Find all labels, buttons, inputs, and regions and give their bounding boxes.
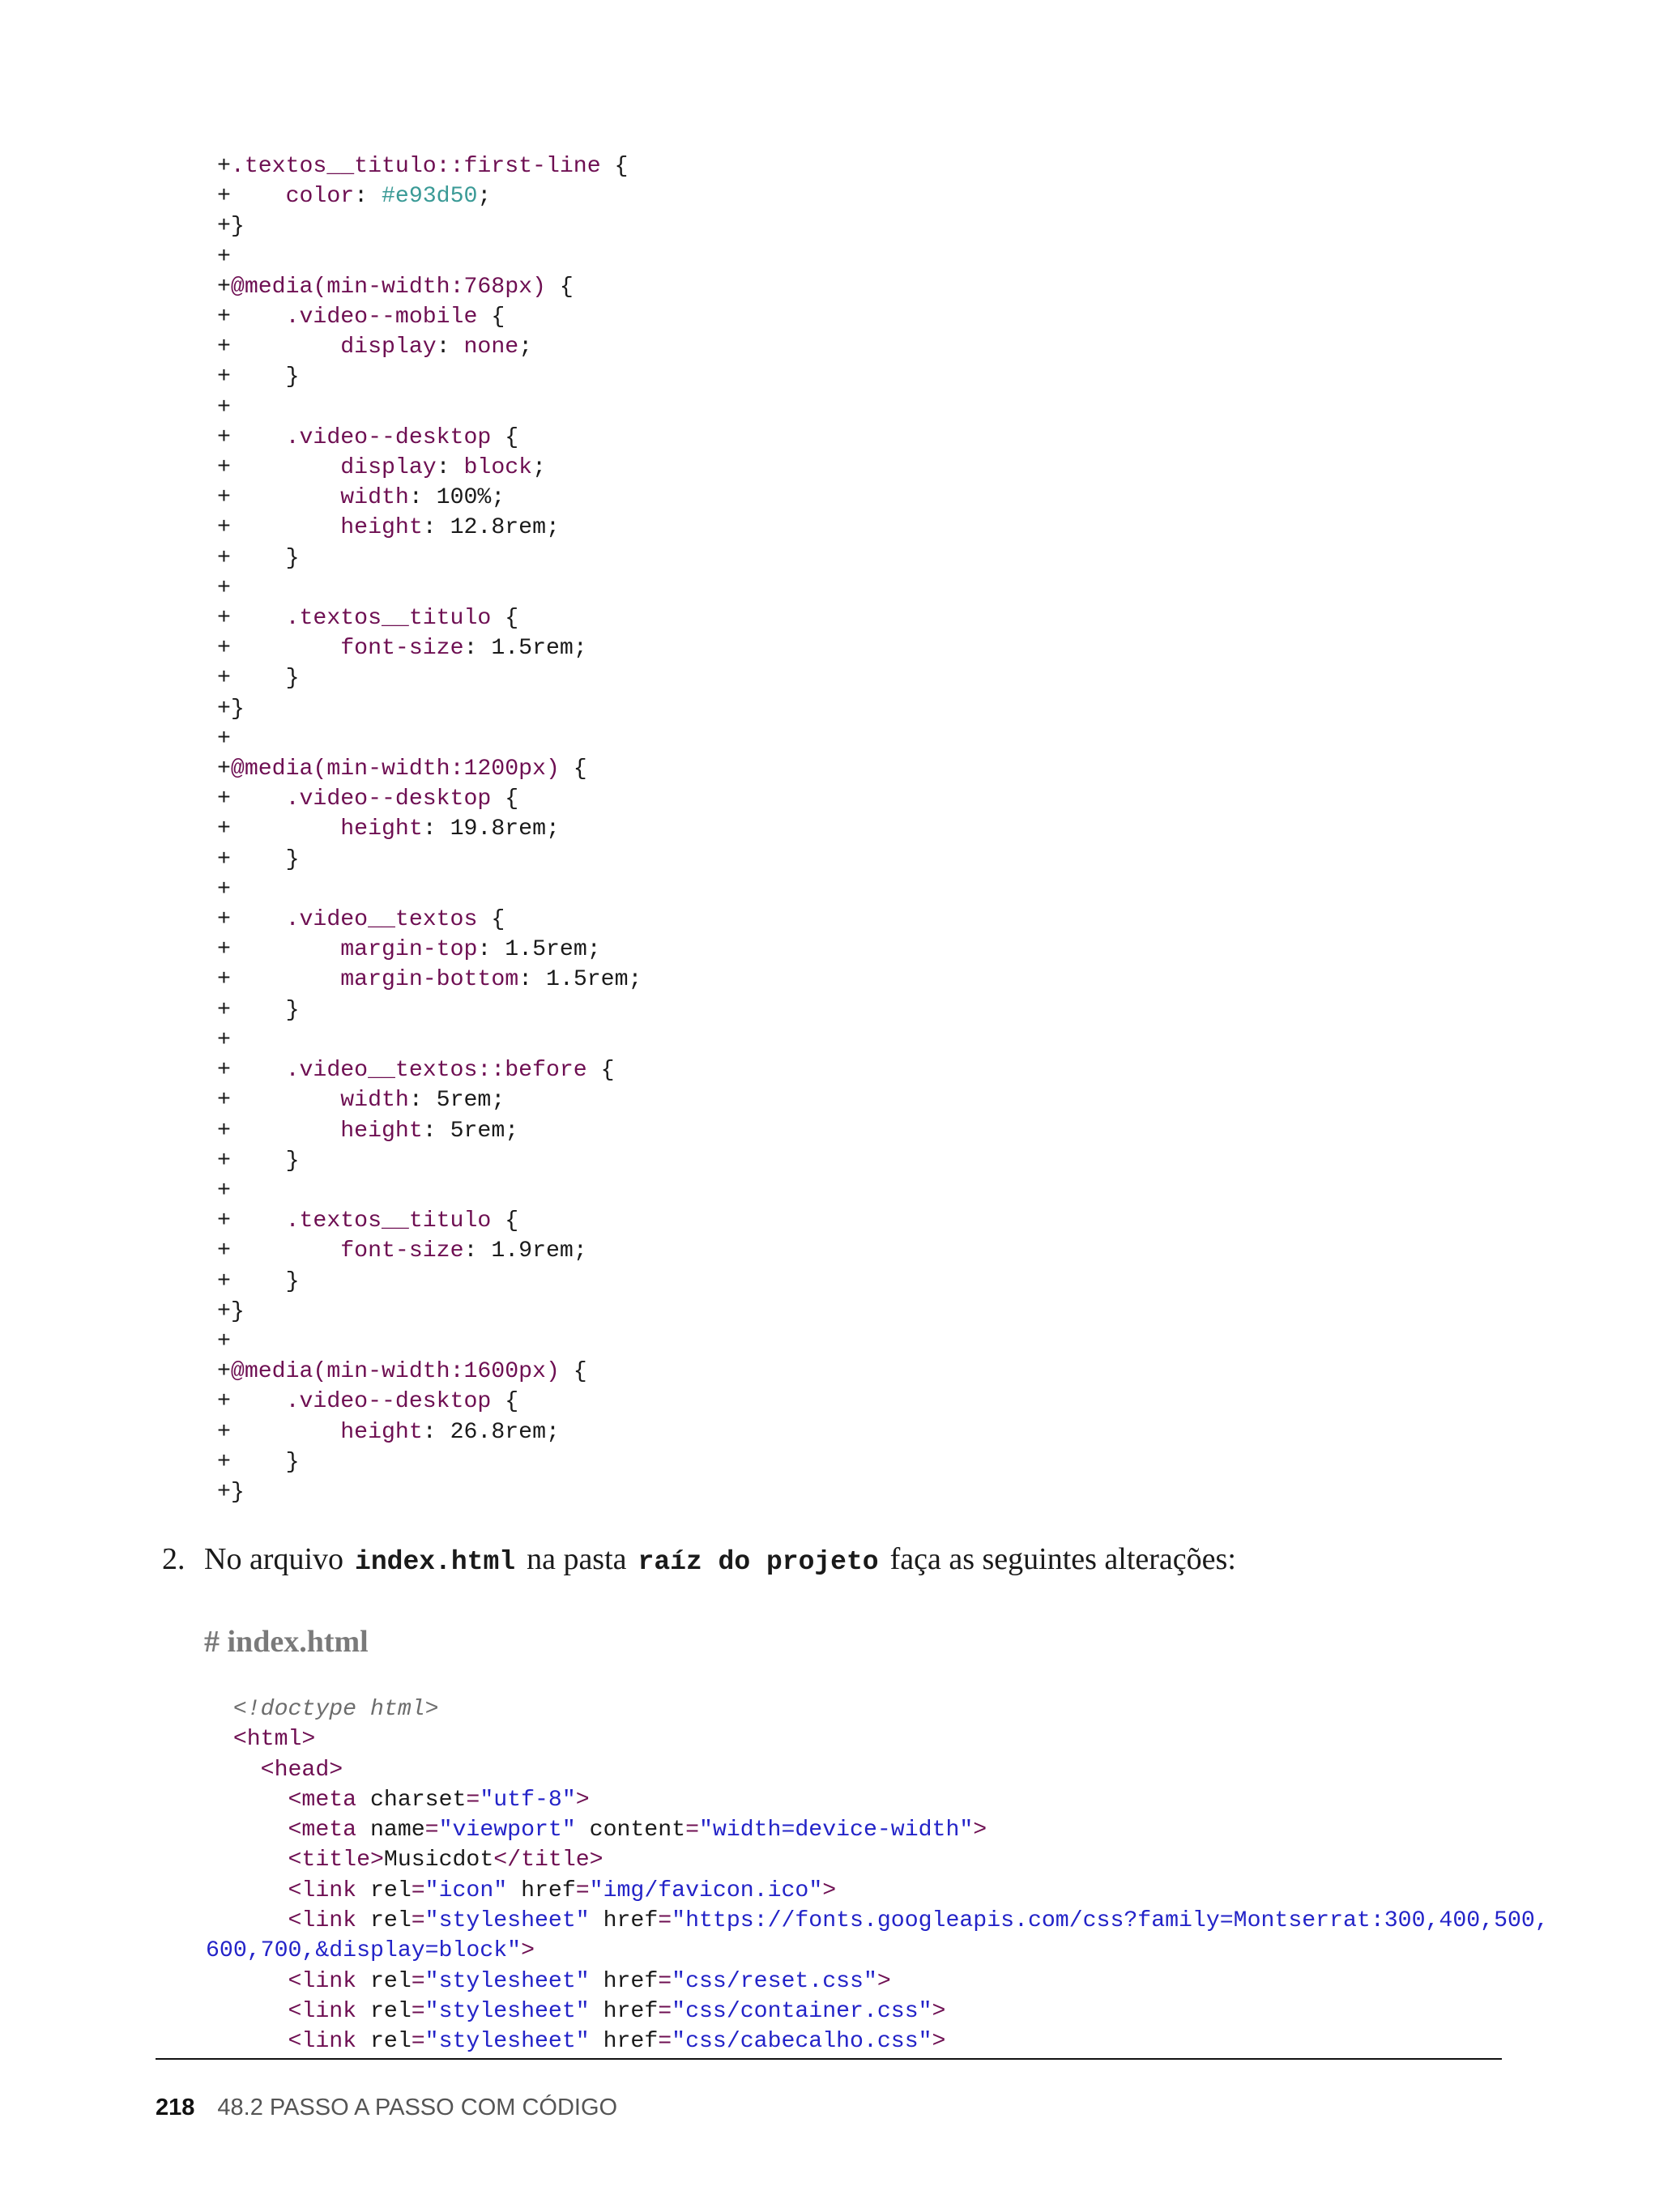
code-token: .video--desktop <box>285 424 492 450</box>
code-line <box>206 1938 535 1963</box>
code-token: + <box>217 424 286 450</box>
code-line <box>217 1178 231 1204</box>
code-token: "css/container.css" <box>672 1998 932 2024</box>
code-token: +} <box>217 1479 245 1505</box>
step-text-after: faça as seguintes alterações: <box>889 1542 1236 1576</box>
code-token: + <box>217 816 341 842</box>
code-token: > <box>876 1968 891 1994</box>
code-line <box>217 425 518 450</box>
code-line <box>206 1758 343 1783</box>
code-token: > <box>932 2029 946 2055</box>
code-token: = <box>658 2029 672 2055</box>
html-code-block <box>206 1694 1549 2057</box>
code-token: rel <box>356 1998 412 2024</box>
code-token: +} <box>217 214 245 240</box>
code-token: <meta <box>288 1787 357 1813</box>
code-line <box>217 877 231 902</box>
code-line <box>217 1208 518 1234</box>
code-token: height <box>340 515 423 541</box>
step-text-middle: na pasta <box>527 1542 627 1576</box>
code-line <box>217 757 587 782</box>
code-token: <link <box>288 1998 357 2024</box>
code-token <box>206 1818 288 1843</box>
code-token: href <box>589 1998 659 2024</box>
code-token: : 100%; <box>408 485 505 511</box>
code-token: : <box>354 184 382 210</box>
step-number: 2. <box>162 1542 186 1576</box>
code-token: "stylesheet" <box>424 1908 590 1934</box>
code-token: .video__textos::before <box>285 1058 587 1084</box>
code-token: { <box>491 606 519 632</box>
code-token <box>206 1908 288 1933</box>
footer-divider <box>156 2058 1502 2060</box>
code-line <box>217 606 518 631</box>
code-token: + <box>217 1328 231 1354</box>
code-token: : 19.8rem; <box>422 816 560 842</box>
code-token: + <box>217 154 231 179</box>
code-token: + <box>217 1238 341 1264</box>
code-token: height <box>340 816 423 842</box>
code-token: <link <box>288 1908 357 1934</box>
code-token: <link <box>288 2029 357 2055</box>
code-token: "width=device-width" <box>698 1818 974 1843</box>
code-token: "stylesheet" <box>424 2029 590 2055</box>
code-line <box>217 395 231 420</box>
code-token: rel <box>356 1908 412 1934</box>
code-token: + <box>217 274 231 300</box>
code-token: +} <box>217 1298 245 1324</box>
code-token: + <box>217 244 231 270</box>
code-token: + <box>217 1058 286 1084</box>
code-line <box>217 967 642 992</box>
code-line <box>217 816 560 842</box>
code-token: + <box>217 1359 231 1385</box>
code-token: { <box>477 907 505 933</box>
code-token: + <box>217 305 286 330</box>
code-token: </title> <box>493 1848 603 1873</box>
code-token: + <box>217 636 341 662</box>
code-token: + } <box>217 666 300 692</box>
code-token: .video--desktop <box>285 786 492 812</box>
code-token: + } <box>217 1148 300 1174</box>
code-line <box>206 1878 836 1903</box>
code-token: > <box>973 1818 987 1843</box>
code-token: .textos__titulo <box>285 1208 492 1234</box>
code-token <box>206 1878 288 1903</box>
code-line <box>206 1969 891 1994</box>
code-token: @media(min-width:1200px) <box>230 757 560 782</box>
code-token <box>206 1697 233 1722</box>
code-line <box>217 515 560 540</box>
css-code-block <box>217 151 642 1507</box>
code-token: = <box>411 1908 425 1934</box>
code-token: > <box>932 1998 946 2024</box>
code-token: + } <box>217 1449 300 1475</box>
code-token: + <box>217 335 341 360</box>
code-token: : 1.5rem; <box>463 636 587 662</box>
code-token: ; <box>518 335 533 360</box>
code-token: { <box>559 757 587 782</box>
code-token: "stylesheet" <box>424 1968 590 1994</box>
code-token: color <box>285 184 355 210</box>
code-token: "utf-8" <box>480 1787 576 1813</box>
code-line <box>217 907 505 932</box>
code-line <box>217 364 300 390</box>
code-token: : 1.5rem; <box>518 967 642 993</box>
code-token: <head> <box>260 1757 343 1783</box>
code-token: <meta <box>288 1818 357 1843</box>
code-token: + <box>217 757 231 782</box>
code-token: rel <box>356 1968 412 1994</box>
code-token: href <box>589 1908 659 1934</box>
code-token: { <box>586 1058 615 1084</box>
code-token <box>206 1788 288 1813</box>
code-token: #e93d50 <box>382 184 478 210</box>
code-line <box>217 786 518 812</box>
code-token: + <box>217 967 341 993</box>
code-token: font-size <box>340 1238 464 1264</box>
code-line <box>217 214 245 239</box>
code-token: block <box>463 455 533 481</box>
code-token: margin-bottom <box>340 967 519 993</box>
code-token: > <box>575 1787 590 1813</box>
code-token: + <box>217 907 286 933</box>
code-token: + <box>217 575 231 601</box>
code-line <box>217 184 491 209</box>
code-token: = <box>658 1968 672 1994</box>
file-name: index.html <box>355 1547 516 1577</box>
code-token: content <box>575 1818 686 1843</box>
code-line <box>217 546 300 571</box>
code-token: { <box>491 786 519 812</box>
folder-name: raíz do projeto <box>638 1547 879 1577</box>
code-token: .video--mobile <box>285 305 478 330</box>
code-token: none <box>463 335 519 360</box>
code-token: charset <box>356 1787 467 1813</box>
code-token: = <box>424 1818 439 1843</box>
code-line <box>206 1788 590 1813</box>
code-token: + } <box>217 364 300 390</box>
code-line <box>206 1999 945 2024</box>
code-token: = <box>466 1787 480 1813</box>
code-token: + <box>217 1088 341 1114</box>
code-line <box>217 154 628 179</box>
code-token: .textos__titulo <box>285 606 492 632</box>
code-token: height <box>340 1118 423 1144</box>
code-token: { <box>559 1359 587 1385</box>
code-token: + <box>217 1027 231 1053</box>
code-line <box>206 1908 1549 1933</box>
code-token: "img/favicon.ico" <box>589 1877 823 1903</box>
code-token: <title> <box>288 1848 384 1873</box>
code-token <box>206 1848 288 1873</box>
code-token: ; <box>477 184 492 210</box>
code-token: display <box>340 455 437 481</box>
code-line <box>217 1450 300 1475</box>
code-line <box>217 1028 231 1053</box>
code-token: .video--desktop <box>285 1389 492 1415</box>
code-token: { <box>491 424 519 450</box>
code-line <box>217 1149 300 1174</box>
code-token: : 1.5rem; <box>477 937 601 963</box>
code-token <box>206 2029 288 2054</box>
code-line <box>217 275 574 300</box>
code-line <box>217 1269 300 1294</box>
code-line <box>217 697 245 722</box>
code-line <box>217 1058 615 1083</box>
code-token: + <box>217 1178 231 1204</box>
code-token: : 5rem; <box>408 1088 505 1114</box>
code-token: "viewport" <box>438 1818 576 1843</box>
code-token: { <box>477 305 505 330</box>
code-token: margin-top <box>340 937 478 963</box>
code-token: = <box>411 2029 425 2055</box>
code-token: rel <box>356 2029 412 2055</box>
code-token: + <box>217 184 286 210</box>
code-line <box>217 1420 560 1445</box>
page-footer <box>156 2093 617 2122</box>
code-token: { <box>491 1389 519 1415</box>
code-token: + <box>217 1419 341 1445</box>
file-heading: # index.html <box>204 1625 369 1659</box>
code-token: + <box>217 485 341 511</box>
code-token: + <box>217 726 231 752</box>
code-line <box>217 245 231 270</box>
code-line <box>217 847 300 872</box>
code-token: "https://fonts.googleapis.com/css?family=Montserrat:300,400,500, <box>672 1908 1549 1934</box>
code-token: + } <box>217 846 300 872</box>
code-token: <!doctype html> <box>232 1697 439 1722</box>
instruction-step-2 <box>162 1539 1236 1583</box>
code-token: "css/reset.css" <box>672 1968 877 1994</box>
code-token: + <box>217 786 286 812</box>
code-token: + <box>217 455 341 481</box>
code-line <box>206 2029 945 2054</box>
code-line <box>217 998 300 1023</box>
code-line <box>217 1088 505 1113</box>
code-token: href <box>507 1877 576 1903</box>
code-token: > <box>822 1877 837 1903</box>
code-token: Musicdot <box>383 1848 494 1873</box>
code-line <box>217 1299 245 1324</box>
code-token: +} <box>217 696 245 722</box>
code-token: + <box>217 1118 341 1144</box>
code-token: { <box>545 274 574 300</box>
code-line <box>206 1818 987 1843</box>
step-text-before: No arquivo <box>204 1542 344 1576</box>
code-token: : 5rem; <box>422 1118 519 1144</box>
code-token: + } <box>217 545 300 571</box>
code-token: 600,700,&display=block" <box>206 1938 522 1964</box>
code-line <box>217 455 546 480</box>
code-line <box>217 335 532 360</box>
code-token: width <box>340 1088 409 1114</box>
code-line <box>217 485 505 510</box>
code-token: "stylesheet" <box>424 1998 590 2024</box>
code-token: { <box>491 1208 519 1234</box>
code-line <box>217 666 300 691</box>
code-line <box>217 727 231 752</box>
code-token: + <box>217 1389 286 1415</box>
code-token <box>206 1758 261 1783</box>
code-token <box>206 1969 288 1994</box>
code-line <box>217 1329 231 1354</box>
code-token: > <box>521 1938 535 1964</box>
code-token: + <box>217 606 286 632</box>
code-token: font-size <box>340 636 464 662</box>
code-token: ; <box>532 455 547 481</box>
code-token: = <box>411 1877 425 1903</box>
code-line <box>217 1359 587 1384</box>
code-token: href <box>589 1968 659 1994</box>
code-token: = <box>658 1998 672 2024</box>
code-token: + } <box>217 1268 300 1294</box>
code-token: <html> <box>232 1727 316 1753</box>
code-token: : <box>436 335 464 360</box>
code-token <box>206 1727 233 1752</box>
code-token: = <box>575 1877 590 1903</box>
section-title: 48.2 PASSO A PASSO COM CÓDIGO <box>217 2095 618 2120</box>
code-line <box>217 305 505 330</box>
code-token <box>206 1999 288 2024</box>
code-token: : 12.8rem; <box>422 515 560 541</box>
code-line <box>217 937 601 962</box>
code-token: : 1.9rem; <box>463 1238 587 1264</box>
code-token: .textos__titulo::first-line <box>230 154 601 179</box>
code-token: <link <box>288 1968 357 1994</box>
page-number: 218 <box>156 2095 195 2120</box>
code-line <box>217 1480 245 1505</box>
code-token: <link <box>288 1877 357 1903</box>
code-token: @media(min-width:768px) <box>230 274 546 300</box>
code-line <box>217 636 587 661</box>
code-token: "icon" <box>424 1877 508 1903</box>
code-token: "css/cabecalho.css" <box>672 2029 932 2055</box>
code-line <box>217 1389 518 1414</box>
code-token: @media(min-width:1600px) <box>230 1359 560 1385</box>
code-token: width <box>340 485 409 511</box>
code-token: : 26.8rem; <box>422 1419 560 1445</box>
code-token: : <box>436 455 464 481</box>
code-line <box>206 1697 439 1722</box>
code-token: + <box>217 1208 286 1234</box>
code-token: rel <box>356 1877 412 1903</box>
code-token: { <box>600 154 629 179</box>
code-token: href <box>589 2029 659 2055</box>
code-line <box>217 1238 587 1264</box>
code-line <box>217 576 231 601</box>
code-token: + <box>217 515 341 541</box>
code-line <box>206 1848 603 1873</box>
code-token: height <box>340 1419 423 1445</box>
code-token: = <box>685 1818 699 1843</box>
code-token: + } <box>217 997 300 1023</box>
code-token: + <box>217 937 341 963</box>
code-token: = <box>411 1998 425 2024</box>
code-line <box>217 1119 518 1144</box>
code-token: + <box>217 394 231 420</box>
code-token: = <box>658 1908 672 1934</box>
code-token: name <box>356 1818 425 1843</box>
code-token: + <box>217 876 231 902</box>
code-token: display <box>340 335 437 360</box>
code-line <box>206 1727 315 1752</box>
code-token: = <box>411 1968 425 1994</box>
code-token: .video__textos <box>285 907 478 933</box>
